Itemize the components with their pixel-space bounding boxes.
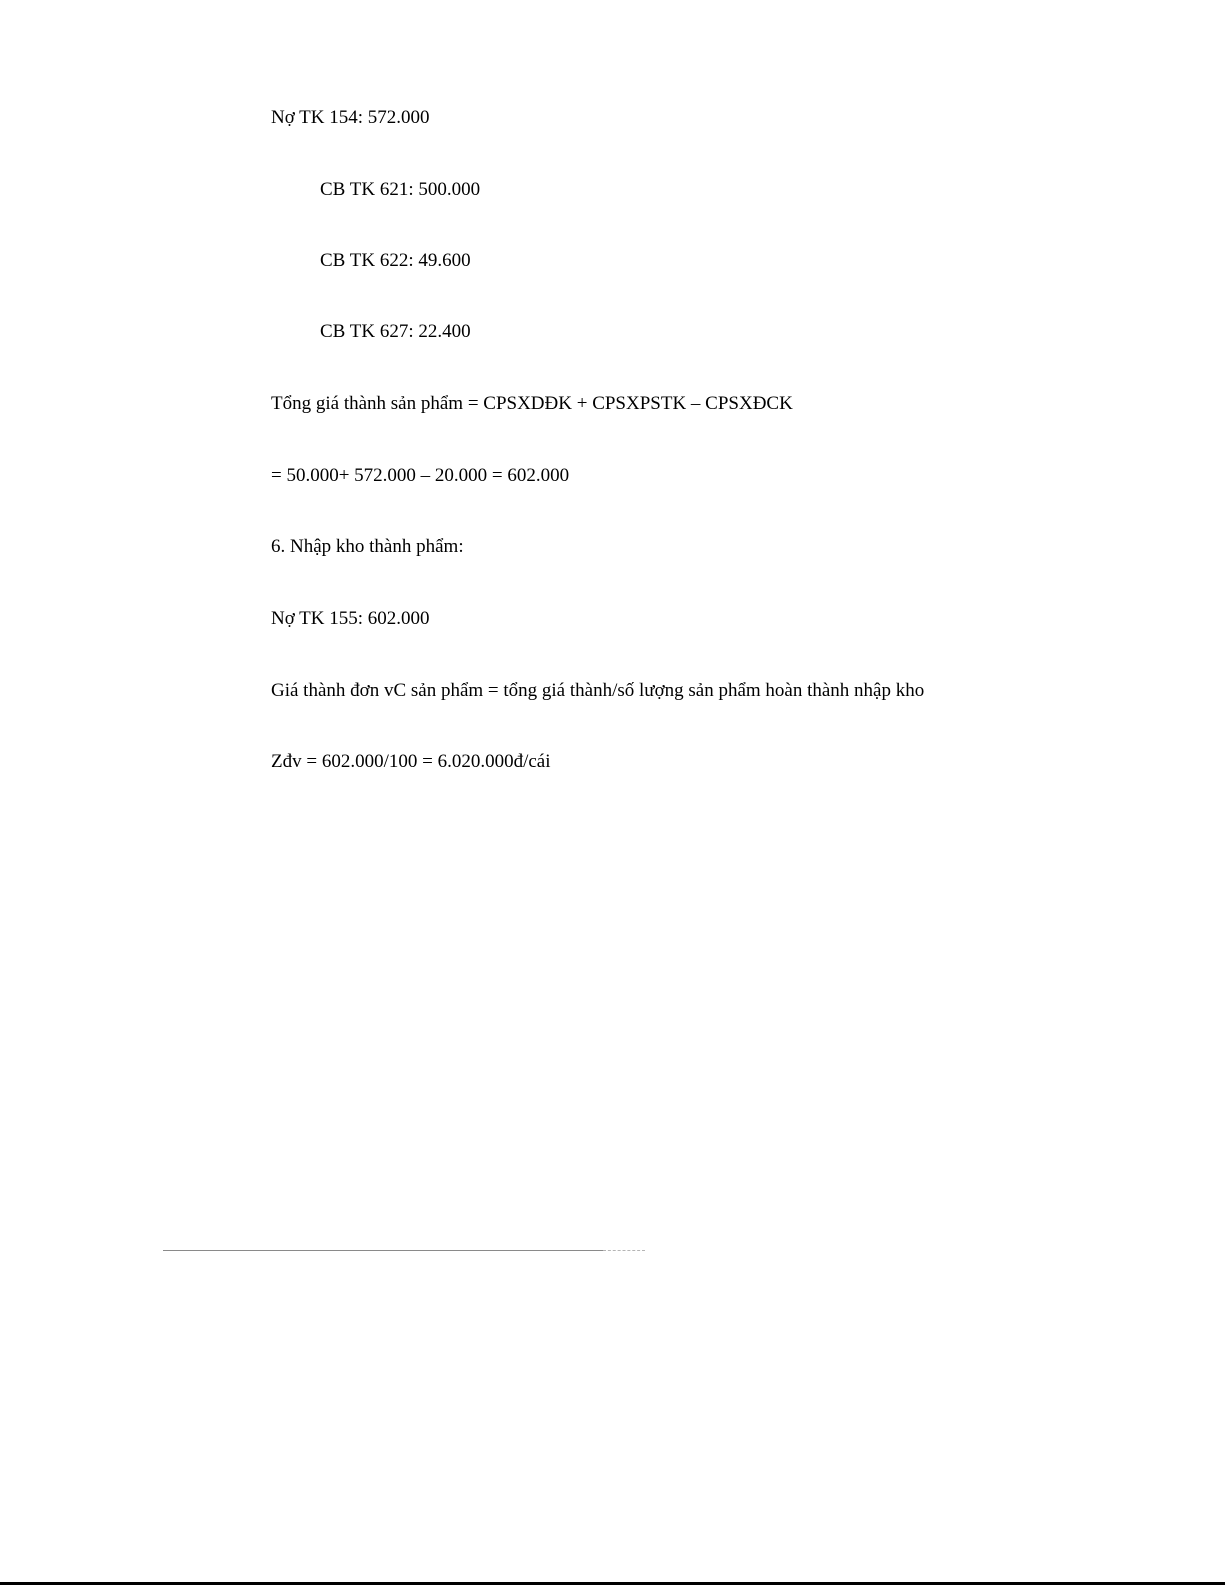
footnote-separator-tail — [603, 1250, 645, 1251]
debit-line-tk154: Nợ TK 154: 572.000 — [271, 107, 430, 128]
step-heading: 6. Nhập kho thành phẩm: — [271, 536, 464, 557]
total-cost-calculation: = 50.000+ 572.000 – 20.000 = 602.000 — [271, 465, 570, 486]
unit-cost-calculation: Zđv = 602.000/100 = 6.020.000đ/cái — [271, 751, 551, 772]
credit-line-tk621: CB TK 621: 500.000 — [320, 179, 481, 200]
total-cost-formula: Tổng giá thành sản phẩm = CPSXDĐK + CPSXPSTK – CPSXĐCK — [271, 393, 793, 414]
credit-line-tk622: CB TK 622: 49.600 — [320, 250, 471, 271]
footnote-separator — [163, 1250, 603, 1251]
unit-cost-formula: Giá thành đơn vC sản phẩm = tổng giá thành/số lượng sản phẩm hoàn thành nhập kho — [271, 680, 925, 701]
credit-line-tk627: CB TK 627: 22.400 — [320, 321, 471, 342]
debit-line-tk155: Nợ TK 155: 602.000 — [271, 608, 430, 629]
